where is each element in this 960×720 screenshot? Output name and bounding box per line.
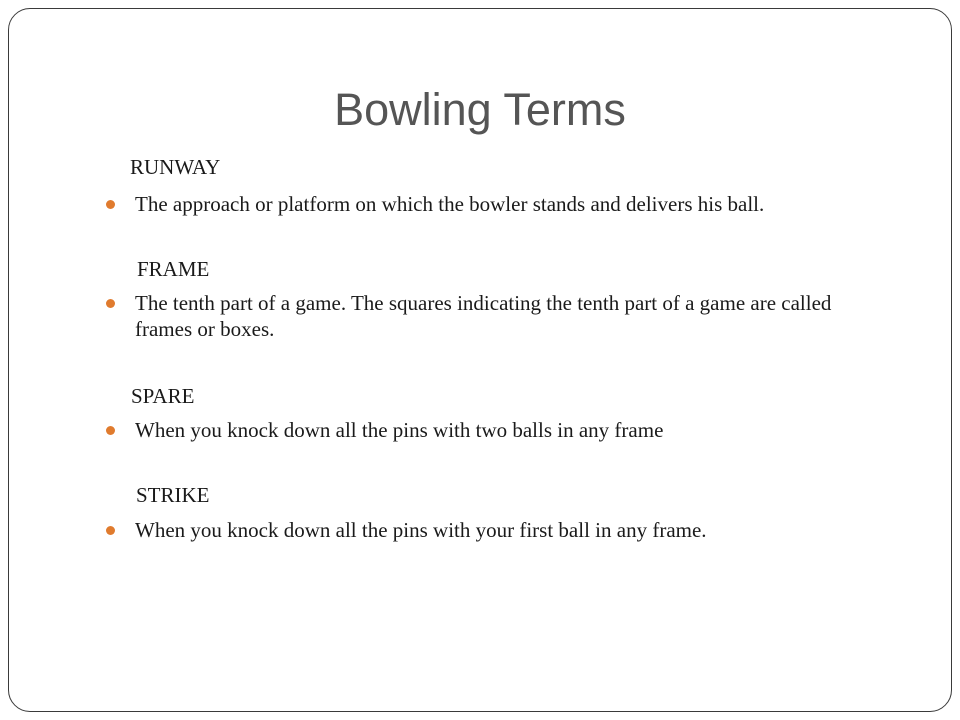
term-runway: RUNWAY: [130, 155, 221, 179]
definition-frame: The tenth part of a game. The squares indicating the tenth part of a game are called frames or boxes.: [135, 291, 832, 341]
term-strike: STRIKE: [136, 483, 210, 507]
bullet-icon: [106, 426, 115, 435]
bullet-icon: [106, 526, 115, 535]
bullet-icon: [106, 299, 115, 308]
definition-spare: When you knock down all the pins with two balls in any frame: [135, 418, 664, 442]
bullet-icon: [106, 200, 115, 209]
term-spare: SPARE: [131, 384, 195, 408]
definition-strike: When you knock down all the pins with your first ball in any frame.: [135, 518, 707, 542]
slide-title: Bowling Terms: [334, 84, 626, 135]
definition-runway: The approach or platform on which the bowler stands and delivers his ball.: [135, 192, 765, 216]
term-frame: FRAME: [137, 257, 210, 281]
